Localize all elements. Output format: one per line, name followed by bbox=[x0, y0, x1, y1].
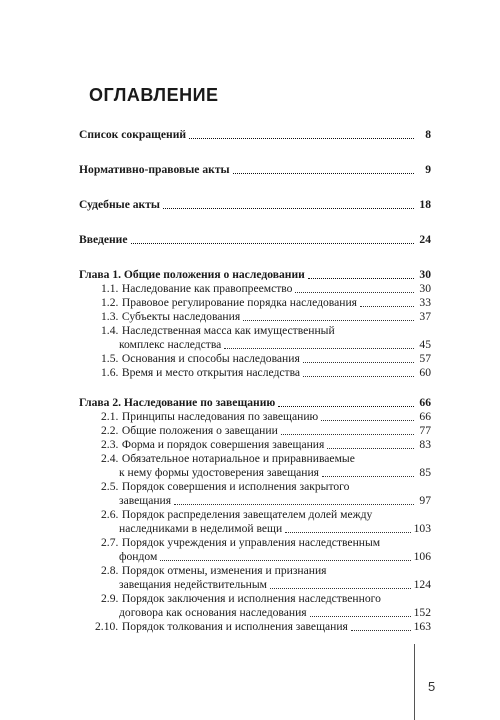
section-number: 2.3. bbox=[101, 438, 119, 451]
section-title: Порядок толкования и исполнения завещания bbox=[121, 620, 348, 633]
section-page: 60 bbox=[419, 366, 431, 379]
section-title-cont: фондом bbox=[119, 550, 158, 563]
dot-leader bbox=[303, 376, 414, 377]
section-title-cont: комплекс наследства bbox=[119, 338, 222, 351]
section-number: 1.5. bbox=[101, 352, 119, 365]
section-title: Наследование как правопреемство bbox=[121, 282, 293, 295]
section-number: 1.3. bbox=[101, 310, 119, 323]
section-page: 83 bbox=[419, 438, 431, 451]
toc-entry-page: 18 bbox=[419, 198, 431, 211]
toc-chapter-label: Глава 1. Общие положения о наследовании bbox=[79, 268, 305, 281]
toc-section-2-7[interactable] bbox=[101, 536, 431, 564]
dot-leader bbox=[174, 504, 414, 505]
section-page: 124 bbox=[413, 578, 431, 591]
dot-leader bbox=[131, 243, 414, 244]
toc-entry-page: 9 bbox=[425, 163, 431, 176]
dot-leader bbox=[281, 434, 414, 435]
dot-leader bbox=[303, 362, 414, 363]
toc-chapter-label: Глава 2. Наследование по завещанию bbox=[79, 396, 276, 409]
toc-chapter-page: 66 bbox=[419, 396, 431, 409]
section-number: 2.8. bbox=[101, 564, 119, 577]
dot-leader bbox=[327, 448, 414, 449]
toc-entry-label: Список сокращений bbox=[79, 128, 187, 141]
dot-leader bbox=[160, 560, 410, 561]
dot-leader bbox=[224, 348, 414, 349]
table-of-contents bbox=[79, 128, 431, 634]
section-title-cont: наследниками в неделимой вещи bbox=[119, 522, 283, 535]
dot-leader bbox=[270, 588, 411, 589]
page-number-divider bbox=[414, 644, 415, 720]
section-title: Основания и способы наследования bbox=[121, 352, 300, 365]
dot-leader bbox=[278, 406, 414, 407]
section-page: 97 bbox=[419, 494, 431, 507]
page-title: ОГЛАВЛЕНИЕ bbox=[89, 85, 219, 105]
toc-section-2-8[interactable] bbox=[101, 564, 431, 592]
section-number: 1.6. bbox=[101, 366, 119, 379]
dot-leader bbox=[295, 292, 414, 293]
toc-section-1-2[interactable] bbox=[101, 296, 431, 310]
dot-leader bbox=[310, 616, 411, 617]
section-page: 77 bbox=[419, 424, 431, 437]
toc-entry-introduction[interactable] bbox=[79, 233, 431, 247]
dot-leader bbox=[360, 306, 414, 307]
section-page: 85 bbox=[419, 466, 431, 479]
section-number: 1.2. bbox=[101, 296, 119, 309]
section-page: 66 bbox=[419, 410, 431, 423]
toc-section-2-1[interactable] bbox=[101, 410, 431, 424]
toc-section-1-4[interactable] bbox=[101, 324, 431, 352]
section-number: 1.4. bbox=[101, 324, 119, 337]
section-title: Порядок отмены, изменения и признания bbox=[121, 564, 327, 577]
section-page: 33 bbox=[419, 296, 431, 309]
toc-entry-court-acts[interactable] bbox=[79, 198, 431, 212]
toc-entry-abbreviations[interactable] bbox=[79, 128, 431, 142]
section-title: Порядок распределения завещателем долей между bbox=[121, 508, 373, 521]
section-page: 37 bbox=[419, 310, 431, 323]
toc-section-1-5[interactable] bbox=[101, 352, 431, 366]
dot-leader bbox=[243, 320, 414, 321]
section-page: 163 bbox=[413, 620, 431, 633]
dot-leader bbox=[351, 630, 411, 631]
section-title: Порядок заключения и исполнения наследственного bbox=[121, 592, 381, 605]
section-title: Принципы наследования по завещанию bbox=[121, 410, 319, 423]
section-title: Правовое регулирование порядка наследования bbox=[121, 296, 357, 309]
section-title: Форма и порядок совершения завещания bbox=[121, 438, 325, 451]
section-page: 45 bbox=[419, 338, 431, 351]
dot-leader bbox=[285, 532, 410, 533]
toc-chapter-2[interactable] bbox=[79, 396, 431, 410]
section-number: 2.10. bbox=[95, 620, 119, 633]
section-page: 106 bbox=[413, 550, 431, 563]
section-title: Время и место открытия наследства bbox=[121, 366, 301, 379]
section-number: 2.2. bbox=[101, 424, 119, 437]
section-title: Обязательное нотариальное и приравниваемые bbox=[121, 452, 355, 465]
section-number: 2.7. bbox=[101, 536, 119, 549]
section-title: Порядок учреждения и управления наследственным bbox=[121, 536, 381, 549]
section-title: Субъекты наследования bbox=[121, 310, 241, 323]
toc-section-1-6[interactable] bbox=[101, 366, 431, 380]
toc-section-2-3[interactable] bbox=[101, 438, 431, 452]
toc-chapter-1[interactable] bbox=[79, 268, 431, 282]
section-number: 2.4. bbox=[101, 452, 119, 465]
toc-section-1-3[interactable] bbox=[101, 310, 431, 324]
section-title: Общие положения о завещании bbox=[121, 424, 278, 437]
toc-chapter-page: 30 bbox=[419, 268, 431, 281]
dot-leader bbox=[322, 476, 414, 477]
toc-section-1-1[interactable] bbox=[101, 282, 431, 296]
section-title-cont: завещания bbox=[119, 494, 172, 507]
dot-leader bbox=[233, 173, 414, 174]
toc-section-2-2[interactable] bbox=[101, 424, 431, 438]
section-page: 57 bbox=[419, 352, 431, 365]
toc-entry-page: 24 bbox=[419, 233, 431, 246]
section-title-cont: договора как основания наследования bbox=[119, 606, 307, 619]
dot-leader bbox=[163, 208, 414, 209]
toc-entry-label: Судебные акты bbox=[79, 198, 160, 211]
toc-section-2-6[interactable] bbox=[101, 508, 431, 536]
section-number: 2.9. bbox=[101, 592, 119, 605]
toc-section-2-9[interactable] bbox=[101, 592, 431, 620]
toc-entry-page: 8 bbox=[425, 128, 431, 141]
toc-entry-label: Введение bbox=[79, 233, 128, 246]
section-title-cont: завещания недействительным bbox=[119, 578, 267, 591]
dot-leader bbox=[308, 278, 414, 279]
section-number: 2.5. bbox=[101, 480, 119, 493]
section-title-cont: к нему формы удостоверения завещания bbox=[119, 466, 320, 479]
toc-section-2-5[interactable] bbox=[101, 480, 431, 508]
section-title: Наследственная масса как имущественный bbox=[121, 324, 335, 337]
toc-section-2-10[interactable] bbox=[95, 620, 431, 634]
section-number: 2.6. bbox=[101, 508, 119, 521]
section-title: Порядок совершения и исполнения закрытого bbox=[121, 480, 350, 493]
dot-leader bbox=[321, 420, 414, 421]
section-page: 30 bbox=[419, 282, 431, 295]
page-number: 5 bbox=[428, 679, 436, 694]
toc-section-2-4[interactable] bbox=[101, 452, 431, 480]
section-number: 2.1. bbox=[101, 410, 119, 423]
section-page: 103 bbox=[413, 522, 431, 535]
dot-leader bbox=[189, 138, 414, 139]
toc-entry-normative-acts[interactable] bbox=[79, 163, 431, 177]
section-number: 1.1. bbox=[101, 282, 119, 295]
section-page: 152 bbox=[413, 606, 431, 619]
toc-entry-label: Нормативно-правовые акты bbox=[79, 163, 230, 176]
